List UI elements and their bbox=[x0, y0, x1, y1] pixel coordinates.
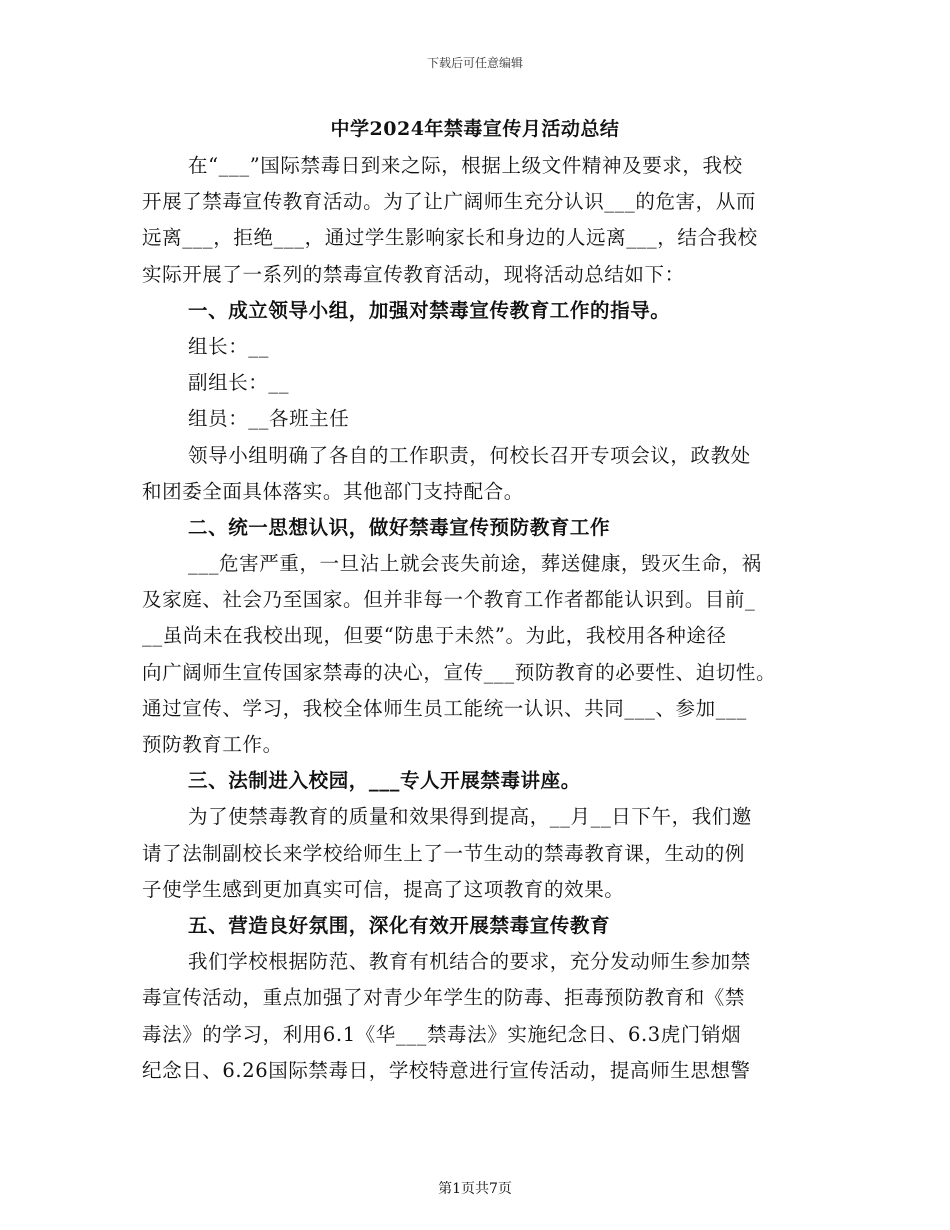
document-title: 中学2024年禁毒宣传月活动总结 bbox=[330, 118, 620, 140]
section-heading: 五、营造良好氛围，深化有效开展禁毒宣传教育 bbox=[188, 913, 611, 937]
body-line: 及家庭、社会乃至国家。但并非每一个教育工作者都能认识到。目前_ bbox=[142, 588, 756, 612]
body-line: 开展了禁毒宣传教育活动。为了让广阔师生充分认识___的危害，从而 bbox=[142, 190, 756, 214]
body-line: 组员：__各班主任 bbox=[188, 407, 350, 431]
body-line: 毒宣传活动，重点加强了对青少年学生的防毒、拒毒预防教育和《禁 bbox=[142, 986, 746, 1010]
download-note: 下载后可任意编辑 bbox=[426, 56, 523, 70]
body-line: 子使学生感到更加真实可信，提高了这项教育的效果。 bbox=[142, 877, 625, 901]
body-line: 请了法制副校长来学校给师生上了一节生动的禁毒教育课，生动的例 bbox=[142, 841, 746, 865]
body-line: 组长：__ bbox=[188, 334, 269, 358]
body-line: 副组长：__ bbox=[188, 371, 290, 395]
body-line: 我们学校根据防范、教育有机结合的要求，充分发动师生参加禁 bbox=[188, 950, 751, 974]
body-line: 领导小组明确了各自的工作职责，何校长召开专项会议，政教处 bbox=[188, 443, 751, 467]
section-heading: 一、成立领导小组，加强对禁毒宣传教育工作的指导。 bbox=[188, 298, 671, 322]
section-heading: 二、统一思想认识，做好禁毒宣传预防教育工作 bbox=[188, 515, 611, 539]
body-line: 纪念日、6.26国际禁毒日，学校特意进行宣传活动，提高师生思想警 bbox=[142, 1058, 751, 1082]
body-line: 向广阔师生宣传国家禁毒的决心，宣传___预防教育的必要性、迫切性。 bbox=[142, 660, 777, 684]
body-line: 毒法》的学习，利用6.1《华___禁毒法》实施纪念日、6.3虎门销烟 bbox=[142, 1022, 742, 1046]
body-line: 为了使禁毒教育的质量和效果得到提高，__月__日下午，我们邀 bbox=[188, 805, 753, 829]
body-line: 和团委全面具体落实。其他部门支持配合。 bbox=[142, 479, 524, 503]
body-line: 预防教育工作。 bbox=[142, 733, 283, 756]
section-heading: 三、法制进入校园，___专人开展禁毒讲座。 bbox=[188, 769, 581, 793]
page-footer: 第1页共7页 bbox=[438, 1181, 512, 1197]
body-line: 通过宣传、学习，我校全体师生员工能统一认识、共同___、参加___ bbox=[142, 696, 747, 720]
body-line: ___危害严重，一旦沾上就会丧失前途，葬送健康，毁灭生命，祸 bbox=[188, 552, 762, 576]
body-line: __虽尚未在我校出现，但要“防患于未然”。为此，我校用各种途径 bbox=[142, 624, 727, 648]
body-line: 实际开展了一系列的禁毒宣传教育活动，现将活动总结如下： bbox=[142, 262, 685, 286]
body-line: 远离___，拒绝___，通过学生影响家长和身边的人远离___，结合我校 bbox=[142, 226, 758, 250]
body-line: 在“___”国际禁毒日到来之际，根据上级文件精神及要求，我校 bbox=[188, 154, 743, 177]
document-body bbox=[142, 148, 822, 1089]
